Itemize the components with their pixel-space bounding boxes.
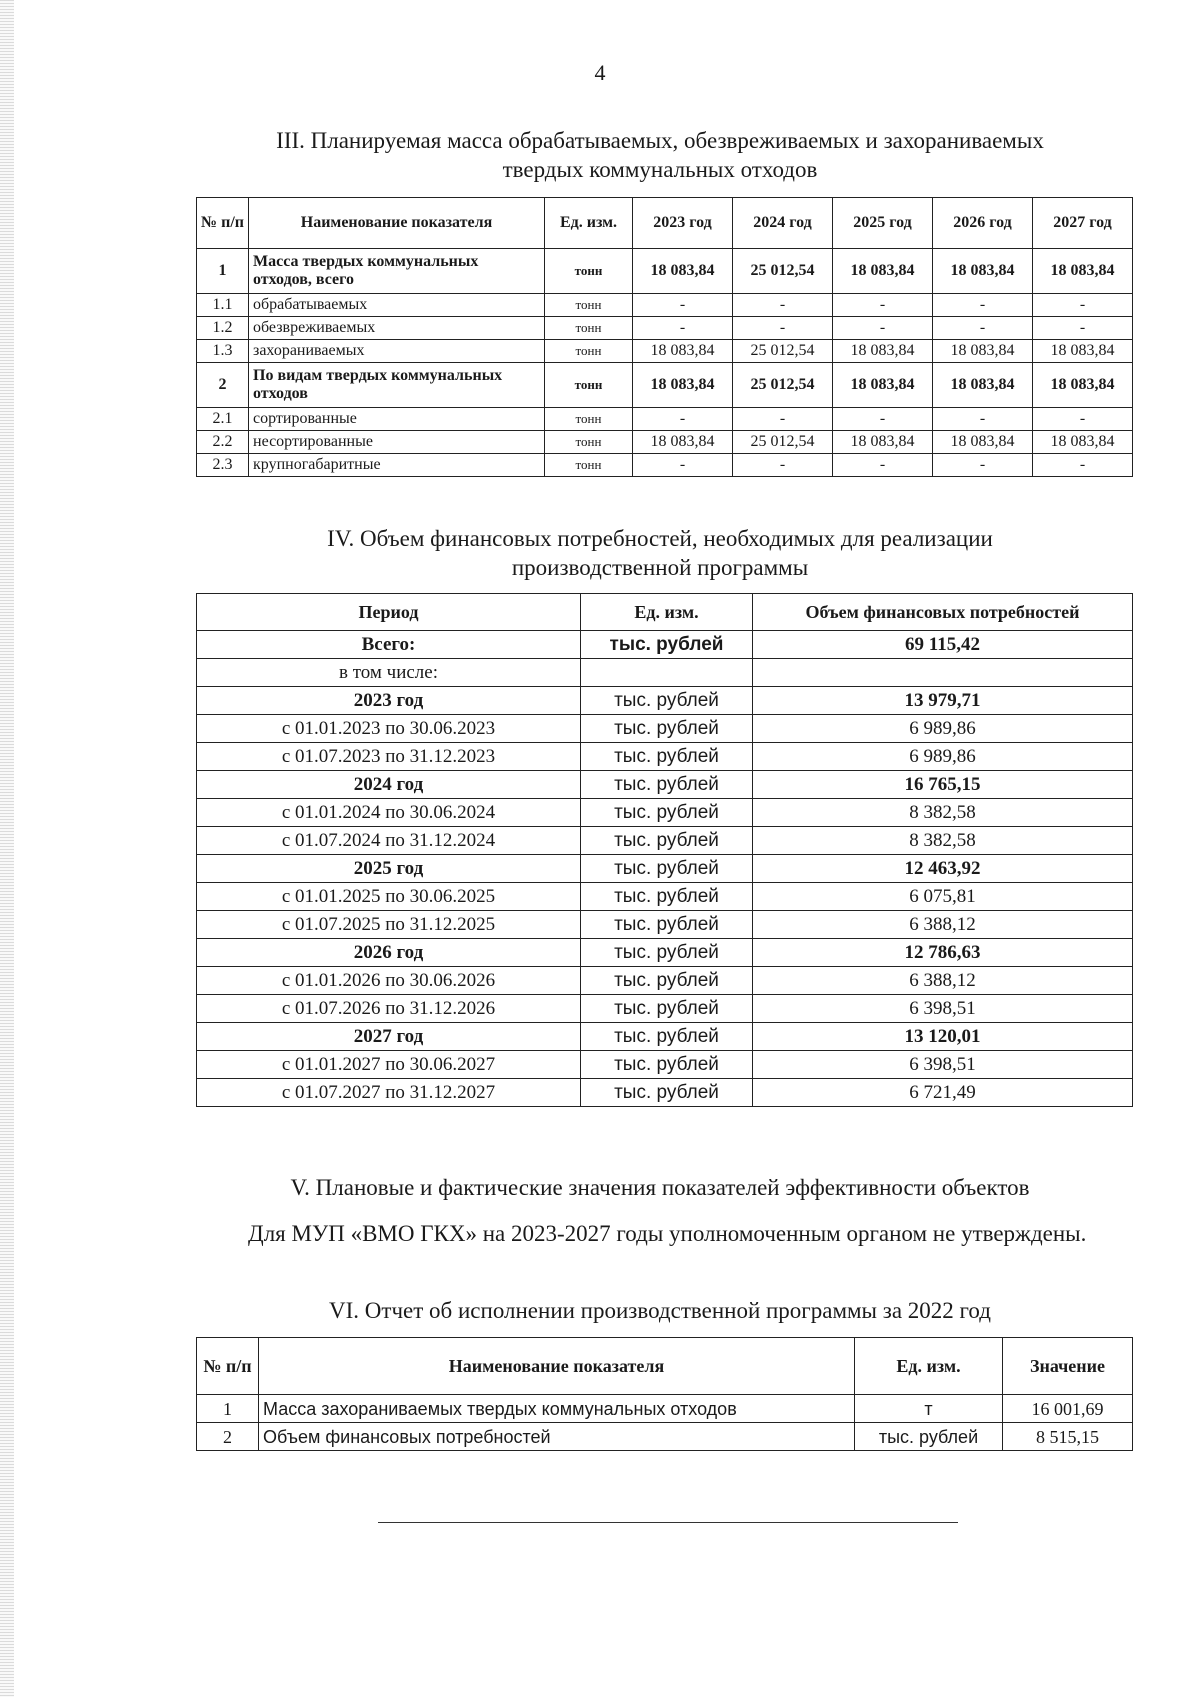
col-2023: 2023 год — [633, 198, 733, 249]
amount-cell: 8 382,58 — [753, 799, 1133, 827]
unit-cell: тонн — [545, 431, 633, 454]
unit-cell: тыс. рублей — [581, 799, 753, 827]
unit-cell: тонн — [545, 454, 633, 477]
amount-cell: 12 463,92 — [753, 855, 1133, 883]
mass-table-row — [197, 363, 1133, 408]
period-cell: с 01.07.2025 по 31.12.2025 — [197, 911, 581, 939]
period-cell: 2024 год — [197, 771, 581, 799]
value-2027: 18 083,84 — [1033, 249, 1133, 294]
unit-cell: тонн — [545, 249, 633, 294]
col-value: Значение — [1003, 1338, 1133, 1395]
col-num: № п/п — [197, 1338, 259, 1395]
finance-table-row — [197, 659, 1133, 687]
value-2024: 25 012,54 — [733, 340, 833, 363]
unit-cell: тыс. рублей — [581, 743, 753, 771]
col-2025: 2025 год — [833, 198, 933, 249]
finance-table-row — [197, 631, 1133, 659]
value-cell: 16 001,69 — [1003, 1395, 1133, 1423]
value-2027: 18 083,84 — [1033, 363, 1133, 408]
footer-divider — [378, 1522, 958, 1523]
unit-cell: тонн — [545, 363, 633, 408]
col-name: Наименование показателя — [249, 198, 545, 249]
value-2026: 18 083,84 — [933, 249, 1033, 294]
value-2024: - — [733, 454, 833, 477]
unit-cell: тонн — [545, 294, 633, 317]
period-cell: с 01.07.2023 по 31.12.2023 — [197, 743, 581, 771]
col-2027: 2027 год — [1033, 198, 1133, 249]
unit-cell: тыс. рублей — [581, 883, 753, 911]
value-2025: 18 083,84 — [833, 249, 933, 294]
finance-table-row — [197, 827, 1133, 855]
period-cell: с 01.01.2024 по 30.06.2024 — [197, 799, 581, 827]
value-2023: - — [633, 408, 733, 431]
finance-table-row — [197, 939, 1133, 967]
col-unit: Ед. изм. — [581, 594, 753, 631]
unit-cell — [581, 659, 753, 687]
value-2025: 18 083,84 — [833, 340, 933, 363]
unit-cell: тыс. рублей — [581, 995, 753, 1023]
value-2024: 25 012,54 — [733, 249, 833, 294]
value-2027: - — [1033, 294, 1133, 317]
mass-table-row — [197, 317, 1133, 340]
unit-cell: тыс. рублей — [581, 631, 753, 659]
amount-cell: 6 989,86 — [753, 743, 1133, 771]
unit-cell: тыс. рублей — [581, 771, 753, 799]
finance-table-row — [197, 883, 1133, 911]
value-2023: 18 083,84 — [633, 249, 733, 294]
mass-table-row — [197, 431, 1133, 454]
period-cell: Всего: — [197, 631, 581, 659]
mass-table-row — [197, 454, 1133, 477]
period-cell: в том числе: — [197, 659, 581, 687]
section3-title-line1: III. Планируемая масса обрабатываемых, обезвреживаемых и захораниваемых — [276, 128, 1044, 153]
unit-cell: тыс. рублей — [581, 911, 753, 939]
section3-title — [190, 126, 1130, 184]
period-cell: 2023 год — [197, 687, 581, 715]
row-number: 2.3 — [197, 454, 249, 477]
value-cell: 8 515,15 — [1003, 1423, 1133, 1451]
value-2026: 18 083,84 — [933, 363, 1033, 408]
indicator-name: сортированные — [249, 408, 545, 431]
indicator-name: захораниваемых — [249, 340, 545, 363]
amount-cell: 13 120,01 — [753, 1023, 1133, 1051]
value-2025: - — [833, 408, 933, 431]
unit-cell: тыс. рублей — [581, 1051, 753, 1079]
col-num: № п/п — [197, 198, 249, 249]
finance-table-row — [197, 1079, 1133, 1107]
unit-cell: тыс. рублей — [855, 1423, 1003, 1451]
amount-cell: 6 075,81 — [753, 883, 1133, 911]
finance-table-row — [197, 715, 1133, 743]
indicator-name: Объем финансовых потребностей — [259, 1423, 855, 1451]
period-cell: 2025 год — [197, 855, 581, 883]
value-2025: - — [833, 454, 933, 477]
value-2025: - — [833, 317, 933, 340]
value-2026: 18 083,84 — [933, 340, 1033, 363]
unit-cell: тонн — [545, 340, 633, 363]
amount-cell: 13 979,71 — [753, 687, 1133, 715]
unit-cell: тонн — [545, 408, 633, 431]
period-cell: с 01.01.2023 по 30.06.2023 — [197, 715, 581, 743]
value-2024: 25 012,54 — [733, 363, 833, 408]
indicator-name: крупногабаритные — [249, 454, 545, 477]
row-number: 2 — [197, 363, 249, 408]
col-2026: 2026 год — [933, 198, 1033, 249]
value-2025: - — [833, 294, 933, 317]
period-cell: 2027 год — [197, 1023, 581, 1051]
section5-title: V. Плановые и фактические значения показателей эффективности объектов — [290, 1175, 1030, 1200]
amount-cell — [753, 659, 1133, 687]
row-number: 2.1 — [197, 408, 249, 431]
amount-cell: 69 115,42 — [753, 631, 1133, 659]
value-2023: - — [633, 454, 733, 477]
indicator-name: несортированные — [249, 431, 545, 454]
row-number: 1 — [197, 249, 249, 294]
unit-cell: тыс. рублей — [581, 827, 753, 855]
value-2023: 18 083,84 — [633, 363, 733, 408]
col-unit: Ед. изм. — [855, 1338, 1003, 1395]
value-2027: - — [1033, 317, 1133, 340]
value-2023: 18 083,84 — [633, 340, 733, 363]
value-2027: - — [1033, 454, 1133, 477]
finance-table-row — [197, 967, 1133, 995]
unit-cell: тыс. рублей — [581, 715, 753, 743]
value-2025: 18 083,84 — [833, 431, 933, 454]
section4-title-line1: IV. Объем финансовых потребностей, необходимых для реализации — [327, 526, 993, 551]
value-2026: - — [933, 294, 1033, 317]
unit-cell: тыс. рублей — [581, 687, 753, 715]
finance-table-row — [197, 743, 1133, 771]
page-number: 4 — [594, 60, 606, 85]
unit-cell: тыс. рублей — [581, 939, 753, 967]
period-cell: 2026 год — [197, 939, 581, 967]
amount-cell: 12 786,63 — [753, 939, 1133, 967]
section4-title-line2: производственной программы — [511, 555, 809, 580]
col-unit: Ед. изм. — [545, 198, 633, 249]
period-cell: с 01.01.2027 по 30.06.2027 — [197, 1051, 581, 1079]
unit-cell: тыс. рублей — [581, 1023, 753, 1051]
unit-cell: тыс. рублей — [581, 855, 753, 883]
report-table-row — [197, 1395, 1133, 1423]
value-2026: - — [933, 408, 1033, 431]
amount-cell: 6 398,51 — [753, 1051, 1133, 1079]
amount-cell: 16 765,15 — [753, 771, 1133, 799]
value-2023: 18 083,84 — [633, 431, 733, 454]
row-number: 1.1 — [197, 294, 249, 317]
col-period: Период — [197, 594, 581, 631]
indicator-name: Масса захораниваемых твердых коммунальных отходов — [259, 1395, 855, 1423]
report-table — [196, 1337, 1133, 1451]
value-2023: - — [633, 294, 733, 317]
value-2027: 18 083,84 — [1033, 431, 1133, 454]
unit-cell: т — [855, 1395, 1003, 1423]
value-2027: 18 083,84 — [1033, 340, 1133, 363]
mass-table — [196, 197, 1133, 477]
unit-cell: тыс. рублей — [581, 967, 753, 995]
value-2024: - — [733, 408, 833, 431]
section5-paragraph: Для МУП «ВМО ГКХ» на 2023-2027 годы уполномоченным органом не утверждены. — [248, 1221, 1087, 1246]
unit-cell: тыс. рублей — [581, 1079, 753, 1107]
finance-table-row — [197, 687, 1133, 715]
value-2024: - — [733, 294, 833, 317]
finance-table-row — [197, 911, 1133, 939]
period-cell: с 01.07.2024 по 31.12.2024 — [197, 827, 581, 855]
value-2027: - — [1033, 408, 1133, 431]
indicator-name: Масса твердых коммунальных отходов, всего — [249, 249, 545, 294]
row-number: 1 — [197, 1395, 259, 1423]
value-2023: - — [633, 317, 733, 340]
section3-title-line2: твердых коммунальных отходов — [502, 157, 818, 182]
value-2024: 25 012,54 — [733, 431, 833, 454]
row-number: 2 — [197, 1423, 259, 1451]
amount-cell: 8 382,58 — [753, 827, 1133, 855]
finance-table-row — [197, 771, 1133, 799]
row-number: 2.2 — [197, 431, 249, 454]
row-number: 1.3 — [197, 340, 249, 363]
period-cell: с 01.07.2026 по 31.12.2026 — [197, 995, 581, 1023]
value-2026: 18 083,84 — [933, 431, 1033, 454]
amount-cell: 6 388,12 — [753, 911, 1133, 939]
row-number: 1.2 — [197, 317, 249, 340]
report-table-header — [197, 1338, 1133, 1395]
unit-cell: тонн — [545, 317, 633, 340]
mass-table-row — [197, 408, 1133, 431]
scan-edge — [0, 0, 14, 1697]
finance-table-row — [197, 799, 1133, 827]
finance-table-row — [197, 855, 1133, 883]
finance-table-row — [197, 995, 1133, 1023]
value-2025: 18 083,84 — [833, 363, 933, 408]
mass-table-row — [197, 249, 1133, 294]
period-cell: с 01.07.2027 по 31.12.2027 — [197, 1079, 581, 1107]
indicator-name: По видам твердых коммунальных отходов — [249, 363, 545, 408]
indicator-name: обезвреживаемых — [249, 317, 545, 340]
section6-title: VI. Отчет об исполнении производственной программы за 2022 год — [329, 1298, 991, 1323]
period-cell: с 01.01.2026 по 30.06.2026 — [197, 967, 581, 995]
amount-cell: 6 721,49 — [753, 1079, 1133, 1107]
amount-cell: 6 398,51 — [753, 995, 1133, 1023]
value-2024: - — [733, 317, 833, 340]
col-amount: Объем финансовых потребностей — [753, 594, 1133, 631]
report-table-row — [197, 1423, 1133, 1451]
finance-table-header — [197, 594, 1133, 631]
amount-cell: 6 388,12 — [753, 967, 1133, 995]
finance-table-row — [197, 1023, 1133, 1051]
section4-title — [190, 524, 1130, 582]
finance-table-row — [197, 1051, 1133, 1079]
finance-table — [196, 593, 1133, 1107]
amount-cell: 6 989,86 — [753, 715, 1133, 743]
mass-table-row — [197, 294, 1133, 317]
value-2026: - — [933, 454, 1033, 477]
col-name: Наименование показателя — [259, 1338, 855, 1395]
mass-table-header — [197, 198, 1133, 249]
indicator-name: обрабатываемых — [249, 294, 545, 317]
col-2024: 2024 год — [733, 198, 833, 249]
mass-table-row — [197, 340, 1133, 363]
value-2026: - — [933, 317, 1033, 340]
period-cell: с 01.01.2025 по 30.06.2025 — [197, 883, 581, 911]
